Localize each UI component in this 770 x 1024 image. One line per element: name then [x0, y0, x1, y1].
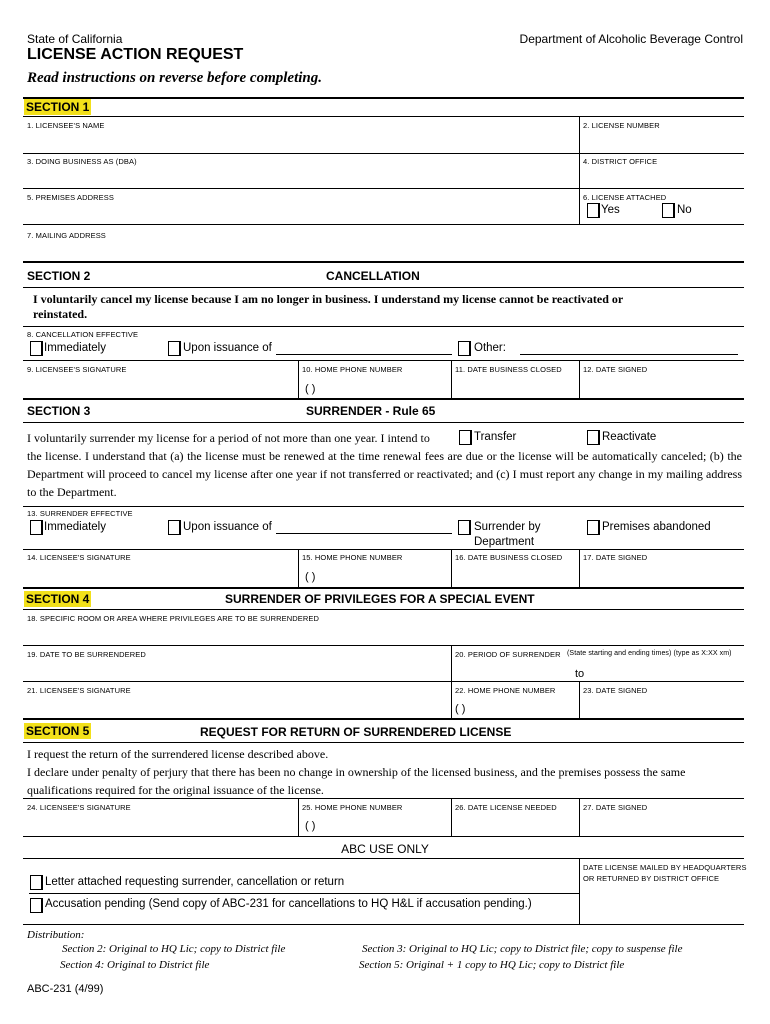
divider: [298, 798, 299, 836]
divider: [579, 549, 580, 587]
date-mailed-label-2: OR RETURNED BY DISTRICT OFFICE: [583, 874, 720, 883]
period-of-surrender-label: 20. PERIOD OF SURRENDER: [455, 650, 561, 659]
section2-title: CANCELLATION: [326, 269, 420, 283]
distribution-section2: Section 2: Original to HQ Lic; copy to District file: [62, 943, 286, 955]
form-title: LICENSE ACTION REQUEST: [27, 46, 244, 63]
premises-abandoned-checkbox[interactable]: [587, 520, 600, 535]
intent-transfer-checkbox[interactable]: [459, 430, 472, 445]
transfer-label: Transfer: [474, 431, 517, 443]
date-signed-label: 17. DATE SIGNED: [583, 553, 648, 562]
date-signed-label: 27. DATE SIGNED: [583, 803, 648, 812]
no-label: No: [677, 204, 692, 216]
licensee-signature-label: 9. LICENSEE'S SIGNATURE: [27, 365, 127, 374]
period-note: (State starting and ending times) (type as X:XX xm): [567, 650, 732, 657]
premises-abandoned-label: Premises abandoned: [602, 521, 711, 533]
section1-label: SECTION 1: [26, 100, 90, 114]
date-to-be-surrendered-label: 19. DATE TO BE SURRENDERED: [27, 650, 146, 659]
cancel-other-checkbox[interactable]: [458, 341, 471, 356]
phone-area-code[interactable]: ( ): [305, 571, 316, 583]
other-label: Other:: [474, 342, 506, 354]
specific-room-label: 18. SPECIFIC ROOM OR AREA WHERE PRIVILEGES ARE TO BE SURRENDERED: [27, 614, 320, 623]
date-signed-label: 12. DATE SIGNED: [583, 365, 648, 374]
section3-title: SURRENDER - Rule 65: [306, 404, 436, 418]
immediately-label: Immediately: [44, 521, 106, 533]
license-attached-yes-checkbox[interactable]: [587, 203, 600, 218]
rule: [23, 360, 744, 361]
instructions-note: Read instructions on reverse before completing.: [27, 70, 322, 86]
divider: [579, 360, 580, 398]
rule: [23, 836, 744, 837]
surrender-statement-a: I voluntarily surrender my license for a period of not more than one year. I intend to: [27, 431, 430, 445]
state-label: State of California: [27, 32, 123, 46]
distribution-section5: Section 5: Original + 1 copy to HQ Lic; copy to District file: [359, 959, 625, 971]
licensee-signature-label: 21. LICENSEE'S SIGNATURE: [27, 686, 131, 695]
upon-issuance-line[interactable]: [276, 354, 452, 355]
section5-title: REQUEST FOR RETURN OF SURRENDERED LICENSE: [200, 725, 512, 739]
divider: [298, 549, 299, 587]
divider: [579, 681, 580, 718]
divider: [579, 116, 580, 224]
section4-label: SECTION 4: [26, 592, 90, 606]
premises-address-label: 5. PREMISES ADDRESS: [27, 193, 114, 202]
rule: [23, 858, 744, 859]
distribution-label: Distribution:: [27, 929, 85, 941]
section3-top-rule: [23, 398, 744, 400]
divider: [451, 360, 452, 398]
rule: [23, 422, 744, 423]
rule: [29, 893, 579, 894]
rule: [23, 506, 744, 507]
letter-attached-label: Letter attached requesting surrender, cancellation or return: [45, 876, 345, 888]
surrender-by-label: Surrender by: [474, 521, 541, 533]
cancellation-effective-label: 8. CANCELLATION EFFECTIVE: [27, 330, 139, 339]
home-phone-label: 25. HOME PHONE NUMBER: [302, 803, 403, 812]
yes-label: Yes: [601, 204, 620, 216]
section2-label: SECTION 2: [27, 269, 91, 283]
department-label: Department: [474, 536, 535, 548]
licensee-name-label: 1. LICENSEE'S NAME: [27, 121, 105, 130]
date-business-closed-label: 11. DATE BUSINESS CLOSED: [455, 365, 562, 374]
form-number: ABC-231 (4/99): [27, 983, 104, 995]
intent-reactivate-checkbox[interactable]: [587, 430, 600, 445]
divider: [298, 360, 299, 398]
divider: [579, 798, 580, 836]
rule: [23, 549, 744, 550]
cancel-upon-issuance-checkbox[interactable]: [168, 341, 181, 356]
divider: [451, 549, 452, 587]
date-signed-label: 23. DATE SIGNED: [583, 686, 648, 695]
return-request-line: I request the return of the surrendered license described above.: [27, 747, 329, 761]
surrender-statement-b: the license. I understand that (a) the license must be renewed at the time renewal fees are due or the license will be automatically canceled; (b) the Department will proceed to cancel my license after one year if not transferred or reactivated; and (c) I must report any change in my mailing address to the Department.: [27, 449, 742, 499]
home-phone-label: 10. HOME PHONE NUMBER: [302, 365, 403, 374]
rule: [23, 188, 744, 189]
rule: [23, 224, 744, 225]
rule: [23, 645, 744, 646]
section2-top-rule: [23, 261, 744, 263]
rule: [23, 924, 744, 925]
surrender-by-department-checkbox[interactable]: [458, 520, 471, 535]
licensee-signature-label: 14. LICENSEE'S SIGNATURE: [27, 553, 131, 562]
upon-issuance-label: Upon issuance of: [183, 342, 272, 354]
cancel-immediately-checkbox[interactable]: [30, 341, 43, 356]
rule: [23, 287, 744, 288]
home-phone-label: 22. HOME PHONE NUMBER: [455, 686, 556, 695]
section4-title: SURRENDER OF PRIVILEGES FOR A SPECIAL EVENT: [225, 592, 535, 606]
other-line[interactable]: [520, 354, 738, 355]
date-mailed-label-1: DATE LICENSE MAILED BY HEADQUARTERS: [583, 863, 747, 872]
licensee-signature-label: 24. LICENSEE'S SIGNATURE: [27, 803, 131, 812]
rule: [23, 742, 744, 743]
divider: [451, 798, 452, 836]
perjury-declaration: I declare under penalty of perjury that there has been no change in ownership of the licensed business, and the premises possess the same qualifications required for the original issuance of the license.: [27, 765, 686, 797]
letter-attached-checkbox[interactable]: [30, 875, 43, 890]
rule: [23, 153, 744, 154]
department-label: Department of Alcoholic Beverage Control: [519, 32, 743, 46]
rule: [23, 326, 744, 327]
upon-issuance-label: Upon issuance of: [183, 521, 272, 533]
reactivate-label: Reactivate: [602, 431, 657, 443]
divider: [579, 858, 580, 924]
rule: [23, 681, 744, 682]
surrender-upon-issuance-checkbox[interactable]: [168, 520, 181, 535]
license-attached-label: 6. LICENSE ATTACHED: [583, 193, 667, 202]
accusation-pending-label: Accusation pending (Send copy of ABC-231 for cancellations to HQ H&L if accusation pending.): [45, 898, 532, 910]
section1-top-rule: [23, 97, 744, 99]
surrender-immediately-checkbox[interactable]: [30, 520, 43, 535]
section3-label: SECTION 3: [27, 404, 91, 418]
date-license-needed-label: 26. DATE LICENSE NEEDED: [455, 803, 557, 812]
surrender-effective-label: 13. SURRENDER EFFECTIVE: [27, 509, 133, 518]
district-office-label: 4. DISTRICT OFFICE: [583, 157, 658, 166]
section5-top-rule: [23, 718, 744, 720]
phone-area-code[interactable]: ( ): [305, 820, 316, 832]
section4-top-rule: [23, 587, 744, 589]
dba-label: 3. DOING BUSINESS AS (DBA): [27, 157, 137, 166]
immediately-label: Immediately: [44, 342, 106, 354]
license-number-label: 2. LICENSE NUMBER: [583, 121, 660, 130]
phone-area-code[interactable]: ( ): [305, 383, 316, 395]
distribution-section3: Section 3: Original to HQ Lic; copy to District file; copy to suspense file: [362, 943, 683, 955]
license-attached-no-checkbox[interactable]: [662, 203, 675, 218]
rule: [23, 116, 744, 117]
abc-use-only-title: ABC USE ONLY: [341, 842, 429, 856]
mailing-address-label: 7. MAILING ADDRESS: [27, 231, 106, 240]
cancellation-statement: I voluntarily cancel my license because I am no longer in business. I understand my license cannot be reactivated or reinstated.: [33, 292, 624, 321]
upon-issuance-line[interactable]: [276, 533, 452, 534]
phone-area-code[interactable]: ( ): [455, 703, 466, 715]
to-label: to: [575, 668, 585, 680]
accusation-pending-checkbox[interactable]: [30, 898, 43, 913]
home-phone-label: 15. HOME PHONE NUMBER: [302, 553, 403, 562]
distribution-section4: Section 4: Original to District file: [60, 959, 210, 971]
date-business-closed-label: 16. DATE BUSINESS CLOSED: [455, 553, 563, 562]
rule: [23, 798, 744, 799]
rule: [23, 609, 744, 610]
section5-label: SECTION 5: [26, 724, 90, 738]
